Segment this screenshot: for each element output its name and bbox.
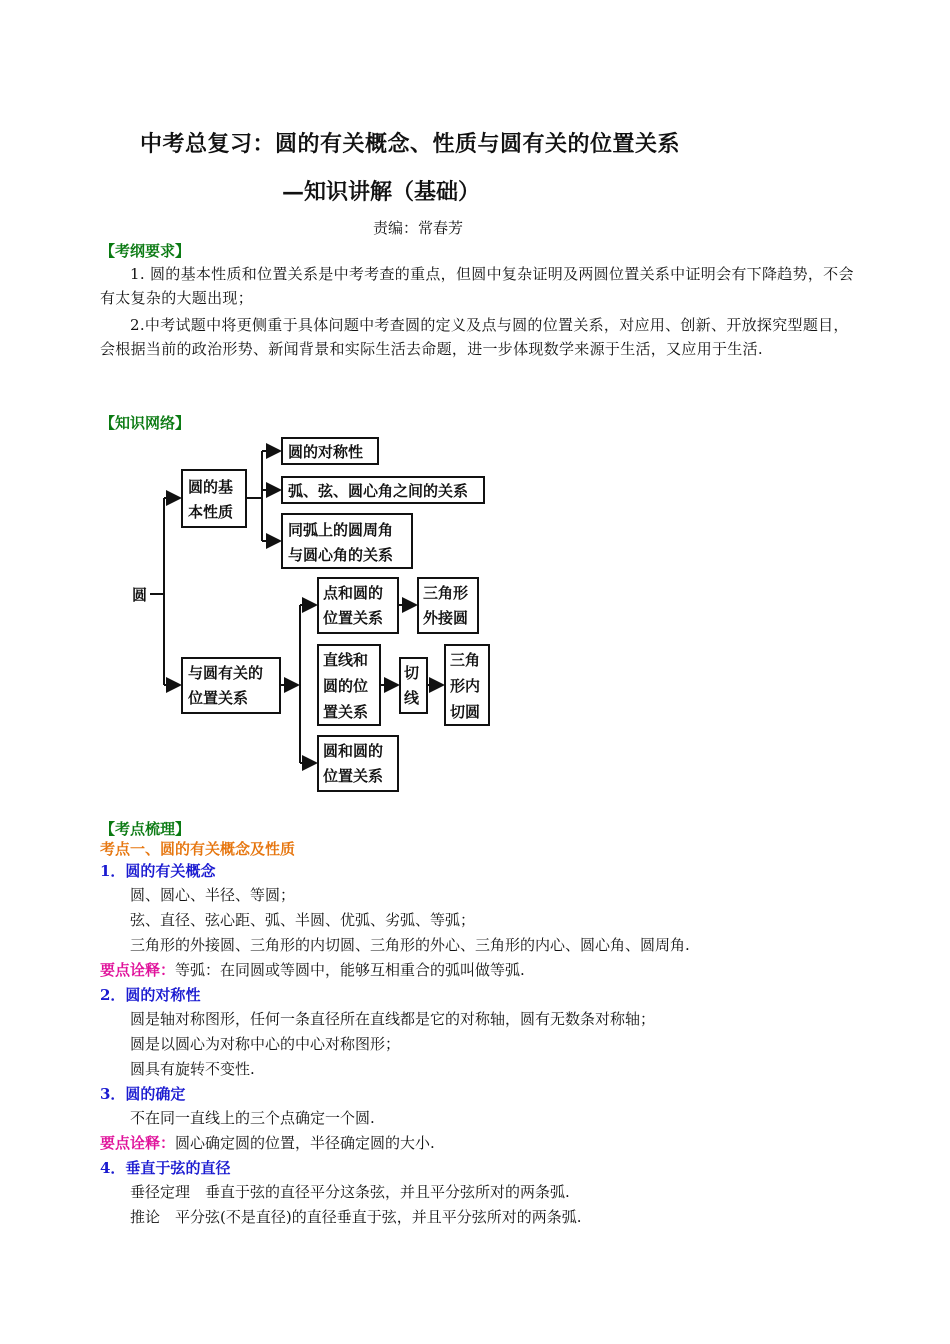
note-1	[100, 959, 525, 980]
node-incircle-label-1: 三角	[450, 651, 481, 669]
node-arc-relation-label: 弧、弦、圆心角之间的关系	[288, 482, 469, 500]
node-tangent-label-2: 线	[404, 689, 420, 707]
node-incircle-label-3: 切圆	[450, 703, 481, 721]
node-circumcircle-label-1: 三角形	[423, 584, 469, 602]
exam-outline-heading: 【考纲要求】	[100, 242, 191, 260]
subsection-3-heading: 3．圆的确定	[100, 1085, 186, 1103]
s2-line-2: 圆是以圆心为对称中心的中心对称图形；	[130, 1035, 401, 1053]
node-circle-circle-label-2: 位置关系	[323, 767, 384, 785]
node-position-label-2: 位置关系	[188, 689, 249, 707]
node-point-circle-label-1: 点和圆的	[323, 584, 384, 602]
note-1-text: 等弧：在同圆或等圆中，能够互相重合的弧叫做等弧.	[175, 961, 525, 979]
node-line-circle-label-1: 直线和	[323, 651, 369, 669]
node-inscribed-label-2: 与圆心角的关系	[288, 546, 394, 564]
s2-line-1: 圆是轴对称图形，任何一条直径所在直线都是它的对称轴，圆有无数条对称轴；	[130, 1010, 656, 1028]
node-basic-label-2: 本性质	[188, 503, 234, 521]
subsection-2-heading: 2．圆的对称性	[100, 986, 201, 1004]
node-line-circle-label-2: 圆的位	[323, 677, 369, 695]
s1-line-1: 圆、圆心、半径、等圆；	[130, 886, 296, 904]
node-root-label: 圆	[132, 586, 148, 604]
editor-credit: 责编：常春芳	[373, 219, 464, 237]
knowledge-network-heading: 【知识网络】	[100, 414, 191, 432]
exam-outline-item-1: 1. 圆的基本性质和位置关系是中考考查的重点，但圆中复杂证明及两圆位置关系中证明会有下降趋势，不会有太复杂的大题出现；	[100, 265, 854, 307]
node-line-circle-label-3: 置关系	[323, 703, 369, 721]
s1-line-3: 三角形的外接圆、三角形的内切圆、三角形的外心、三角形的内心、圆心角、圆周角.	[130, 936, 690, 954]
node-incircle-label-2: 形内	[450, 677, 481, 695]
exam-outline-item-2: 2.中考试题中将更侧重于具体问题中考查圆的定义及点与圆的位置关系，对应用、创新、开放探究型题目，会根据当前的政治形势、新闻背景和实际生活去命题，进一步体现数学来源于生活，又应用于生活.	[100, 316, 849, 358]
node-inscribed-label-1: 同弧上的圆周角	[288, 521, 394, 539]
node-circumcircle-label-2: 外接圆	[423, 609, 469, 627]
node-circle-circle-label-1: 圆和圆的	[323, 742, 384, 760]
note-2-label: 要点诠释：	[100, 1134, 176, 1152]
note-1-label: 要点诠释：	[100, 961, 176, 979]
node-position-label-1: 与圆有关的	[188, 664, 264, 682]
s1-line-2: 弦、直径、弦心距、弧、半圆、优弧、劣弧、等弧；	[130, 911, 476, 929]
s4-line-2: 推论 平分弦(不是直径)的直径垂直于弦，并且平分弦所对的两条弧.	[130, 1208, 582, 1226]
s3-line-1: 不在同一直线上的三个点确定一个圆.	[130, 1109, 375, 1127]
node-tangent-label-1: 切	[404, 664, 420, 682]
s2-line-3: 圆具有旋转不变性.	[130, 1060, 255, 1078]
page-title: 中考总复习：圆的有关概念、性质与圆有关的位置关系	[140, 131, 681, 157]
review-point-1: 考点一、圆的有关概念及性质	[100, 840, 296, 858]
page-subtitle: —知识讲解（基础）	[282, 179, 481, 205]
node-point-circle-label-2: 位置关系	[323, 609, 384, 627]
node-symmetry-label: 圆的对称性	[288, 443, 364, 461]
note-2-text: 圆心确定圆的位置，半径确定圆的大小.	[175, 1134, 435, 1152]
subsection-1-heading: 1．圆的有关概念	[100, 862, 216, 880]
note-2	[100, 1132, 435, 1153]
node-basic-label-1: 圆的基	[188, 478, 234, 496]
s4-line-1: 垂径定理 垂直于弦的直径平分这条弦，并且平分弦所对的两条弧.	[130, 1183, 570, 1201]
review-heading: 【考点梳理】	[100, 820, 191, 838]
subsection-4-heading: 4．垂直于弦的直径	[100, 1159, 231, 1177]
